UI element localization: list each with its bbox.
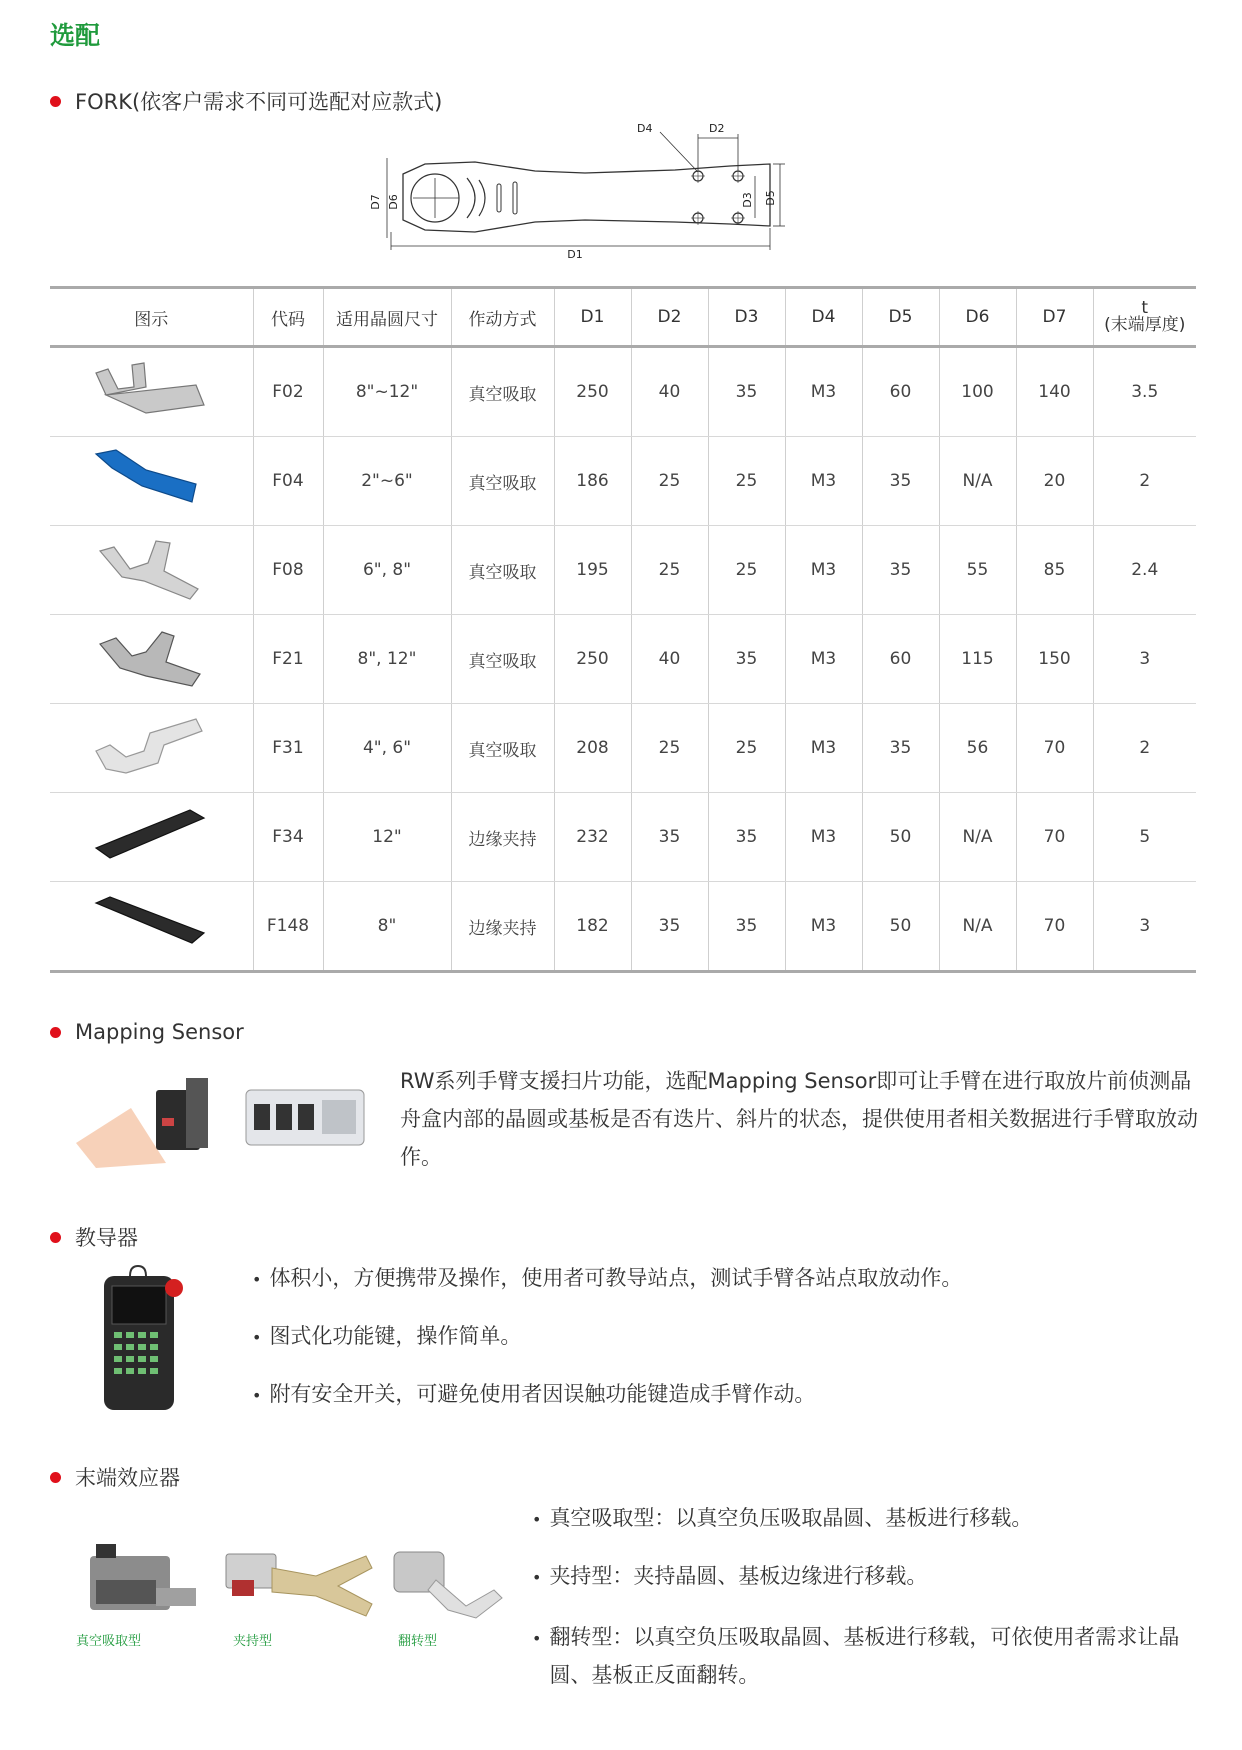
header-thickness bbox=[1093, 288, 1196, 347]
fork-spec-table bbox=[50, 286, 1196, 973]
table-row bbox=[50, 704, 1196, 793]
table-cell-d3: 25 bbox=[708, 526, 785, 615]
table-cell-d3: 35 bbox=[708, 347, 785, 437]
mapping-sensor-heading bbox=[50, 1020, 244, 1044]
bullet-dot bbox=[50, 1472, 61, 1483]
table-cell-t: 3.5 bbox=[1093, 347, 1196, 437]
table-cell-d3: 35 bbox=[708, 882, 785, 972]
teach-pendant-bullets bbox=[252, 1262, 962, 1436]
dim-label-d5: D5 bbox=[764, 190, 777, 206]
table-cell-size: 8" bbox=[323, 882, 451, 972]
table-cell-d1: 182 bbox=[554, 882, 631, 972]
table-cell-mode: 真空吸取 bbox=[451, 347, 554, 437]
fork-dimension-diagram bbox=[369, 122, 875, 263]
table-cell-size: 6", 8" bbox=[323, 526, 451, 615]
table-cell-t: 2 bbox=[1093, 437, 1196, 526]
header-mode: 作动方式 bbox=[451, 288, 554, 347]
table-cell-d4: M3 bbox=[785, 615, 862, 704]
caption-flip: 翻转型 bbox=[398, 1634, 438, 1649]
table-row bbox=[50, 882, 1196, 972]
table-cell-d4: M3 bbox=[785, 437, 862, 526]
dim-label-d7: D7 bbox=[369, 194, 382, 210]
header-d5: D5 bbox=[862, 288, 939, 347]
fork-image-f08 bbox=[86, 533, 216, 603]
table-cell-d1: 250 bbox=[554, 615, 631, 704]
table-cell-d2: 25 bbox=[631, 704, 708, 793]
mapping-sensor-heading-text: Mapping Sensor bbox=[75, 1020, 244, 1044]
table-cell-d1: 250 bbox=[554, 347, 631, 437]
dim-label-d6: D6 bbox=[387, 194, 400, 210]
table-cell-d4: M3 bbox=[785, 526, 862, 615]
table-cell-mode: 真空吸取 bbox=[451, 437, 554, 526]
mapping-sensor-image bbox=[76, 1068, 376, 1168]
fork-image-cell bbox=[50, 347, 253, 437]
table-header-row bbox=[50, 288, 1196, 347]
table-cell-size: 8", 12" bbox=[323, 615, 451, 704]
list-item: • 附有安全开关，可避免使用者因误触功能键造成手臂作动。 bbox=[252, 1382, 816, 1406]
table-cell-code: F31 bbox=[253, 704, 323, 793]
table-cell-size: 8"~12" bbox=[323, 347, 451, 437]
table-cell-d7: 150 bbox=[1016, 615, 1093, 704]
caption-gripper: 夹持型 bbox=[233, 1634, 273, 1649]
table-cell-code: F04 bbox=[253, 437, 323, 526]
dim-label-d1: D1 bbox=[567, 248, 583, 261]
table-cell-d7: 140 bbox=[1016, 347, 1093, 437]
table-row bbox=[50, 437, 1196, 526]
header-t: t bbox=[1141, 298, 1149, 318]
fork-image-f31 bbox=[86, 711, 216, 781]
fork-heading bbox=[50, 86, 442, 116]
table-cell-t: 2 bbox=[1093, 704, 1196, 793]
table-cell-d7: 70 bbox=[1016, 704, 1093, 793]
table-cell-d4: M3 bbox=[785, 704, 862, 793]
list-item: • 图式化功能键，操作简单。 bbox=[252, 1324, 522, 1348]
fork-image-f21 bbox=[86, 622, 216, 692]
dim-label-d4: D4 bbox=[637, 122, 653, 135]
bullet-dot bbox=[50, 1232, 61, 1243]
table-cell-mode: 边缘夹持 bbox=[451, 882, 554, 972]
table-cell-mode: 真空吸取 bbox=[451, 526, 554, 615]
fork-heading-text: FORK(依客户需求不同可选配对应款式) bbox=[75, 90, 443, 114]
table-cell-d6: 115 bbox=[939, 615, 1016, 704]
table-cell-code: F34 bbox=[253, 793, 323, 882]
end-effector-heading-text: 末端效应器 bbox=[75, 1466, 180, 1490]
end-effector-heading bbox=[50, 1462, 180, 1492]
table-cell-d3: 25 bbox=[708, 437, 785, 526]
table-cell-d3: 25 bbox=[708, 704, 785, 793]
table-cell-d3: 35 bbox=[708, 615, 785, 704]
teach-pendant-image bbox=[96, 1264, 188, 1414]
table-cell-mode: 真空吸取 bbox=[451, 704, 554, 793]
fork-image-f04 bbox=[86, 444, 216, 514]
table-cell-d7: 85 bbox=[1016, 526, 1093, 615]
table-cell-d6: N/A bbox=[939, 437, 1016, 526]
fork-image-cell bbox=[50, 793, 253, 882]
table-cell-d5: 60 bbox=[862, 347, 939, 437]
table-cell-d6: N/A bbox=[939, 882, 1016, 972]
table-cell-t: 2.4 bbox=[1093, 526, 1196, 615]
table-cell-mode: 边缘夹持 bbox=[451, 793, 554, 882]
table-cell-d6: 100 bbox=[939, 347, 1016, 437]
table-cell-mode: 真空吸取 bbox=[451, 615, 554, 704]
header-d6: D6 bbox=[939, 288, 1016, 347]
table-cell-size: 12" bbox=[323, 793, 451, 882]
header-t-sub: (末端厚度) bbox=[1104, 315, 1186, 335]
bullet-dot bbox=[50, 1027, 61, 1038]
table-cell-size: 2"~6" bbox=[323, 437, 451, 526]
table-cell-d5: 50 bbox=[862, 882, 939, 972]
header-d1: D1 bbox=[554, 288, 631, 347]
header-d7: D7 bbox=[1016, 288, 1093, 347]
header-size: 适用晶圆尺寸 bbox=[323, 288, 451, 347]
table-row bbox=[50, 793, 1196, 882]
fork-image-f02 bbox=[86, 355, 216, 425]
table-cell-t: 3 bbox=[1093, 882, 1196, 972]
table-cell-code: F02 bbox=[253, 347, 323, 437]
table-row bbox=[50, 526, 1196, 615]
table-cell-d1: 186 bbox=[554, 437, 631, 526]
header-image: 图示 bbox=[50, 288, 253, 347]
table-cell-d7: 70 bbox=[1016, 882, 1093, 972]
table-cell-d4: M3 bbox=[785, 793, 862, 882]
header-d2: D2 bbox=[631, 288, 708, 347]
table-cell-d2: 35 bbox=[631, 793, 708, 882]
list-item: • 真空吸取型：以真空负压吸取晶圆、基板进行移载。 bbox=[532, 1506, 1033, 1530]
header-code: 代码 bbox=[253, 288, 323, 347]
table-cell-d5: 35 bbox=[862, 704, 939, 793]
list-item: • 夹持型：夹持晶圆、基板边缘进行移载。 bbox=[532, 1564, 928, 1588]
table-cell-size: 4", 6" bbox=[323, 704, 451, 793]
table-cell-t: 5 bbox=[1093, 793, 1196, 882]
table-cell-d1: 208 bbox=[554, 704, 631, 793]
table-cell-d2: 40 bbox=[631, 347, 708, 437]
mapping-sensor-description: RW系列手臂支援扫片功能，选配Mapping Sensor即可让手臂在进行取放片前侦测晶舟盒内部的晶圆或基板是否有迭片、斜片的状态，提供使用者相关数据进行手臂取放动作。 bbox=[400, 1069, 1198, 1169]
end-effector-images bbox=[76, 1536, 516, 1626]
table-cell-d1: 195 bbox=[554, 526, 631, 615]
table-cell-d5: 50 bbox=[862, 793, 939, 882]
fork-image-cell bbox=[50, 526, 253, 615]
table-cell-d2: 25 bbox=[631, 526, 708, 615]
table-row bbox=[50, 615, 1196, 704]
list-item: • 翻转型：以真空负压吸取晶圆、基板进行移载，可依使用者需求让晶圆、基板正反面翻转。 bbox=[532, 1625, 1180, 1687]
table-cell-d7: 70 bbox=[1016, 793, 1093, 882]
fork-image-f34 bbox=[86, 800, 216, 870]
fork-image-cell bbox=[50, 882, 253, 972]
table-cell-d7: 20 bbox=[1016, 437, 1093, 526]
table-cell-d4: M3 bbox=[785, 347, 862, 437]
table-cell-d3: 35 bbox=[708, 793, 785, 882]
fork-image-cell bbox=[50, 437, 253, 526]
fork-image-cell bbox=[50, 704, 253, 793]
table-cell-d4: M3 bbox=[785, 882, 862, 972]
table-cell-d6: 55 bbox=[939, 526, 1016, 615]
table-cell-d2: 25 bbox=[631, 437, 708, 526]
bullet-dot bbox=[50, 96, 61, 107]
table-cell-d6: N/A bbox=[939, 793, 1016, 882]
fork-image-f148 bbox=[86, 889, 216, 959]
table-cell-d5: 60 bbox=[862, 615, 939, 704]
table-cell-code: F148 bbox=[253, 882, 323, 972]
table-cell-d6: 56 bbox=[939, 704, 1016, 793]
dim-label-d2: D2 bbox=[709, 122, 725, 135]
caption-vacuum: 真空吸取型 bbox=[76, 1634, 142, 1649]
table-cell-code: F08 bbox=[253, 526, 323, 615]
table-cell-d5: 35 bbox=[862, 526, 939, 615]
teach-pendant-heading bbox=[50, 1222, 138, 1252]
page-title: 选配 bbox=[50, 21, 101, 50]
table-cell-d5: 35 bbox=[862, 437, 939, 526]
table-cell-d2: 40 bbox=[631, 615, 708, 704]
table-row bbox=[50, 347, 1196, 437]
header-d3: D3 bbox=[708, 288, 785, 347]
header-d4: D4 bbox=[785, 288, 862, 347]
teach-pendant-heading-text: 教导器 bbox=[75, 1226, 138, 1250]
table-cell-code: F21 bbox=[253, 615, 323, 704]
table-cell-d1: 232 bbox=[554, 793, 631, 882]
end-effector-bullets bbox=[532, 1502, 1212, 1694]
table-cell-t: 3 bbox=[1093, 615, 1196, 704]
table-cell-d2: 35 bbox=[631, 882, 708, 972]
fork-image-cell bbox=[50, 615, 253, 704]
list-item: • 体积小，方便携带及操作，使用者可教导站点，测试手臂各站点取放动作。 bbox=[252, 1266, 963, 1290]
dim-label-d3: D3 bbox=[741, 192, 754, 208]
